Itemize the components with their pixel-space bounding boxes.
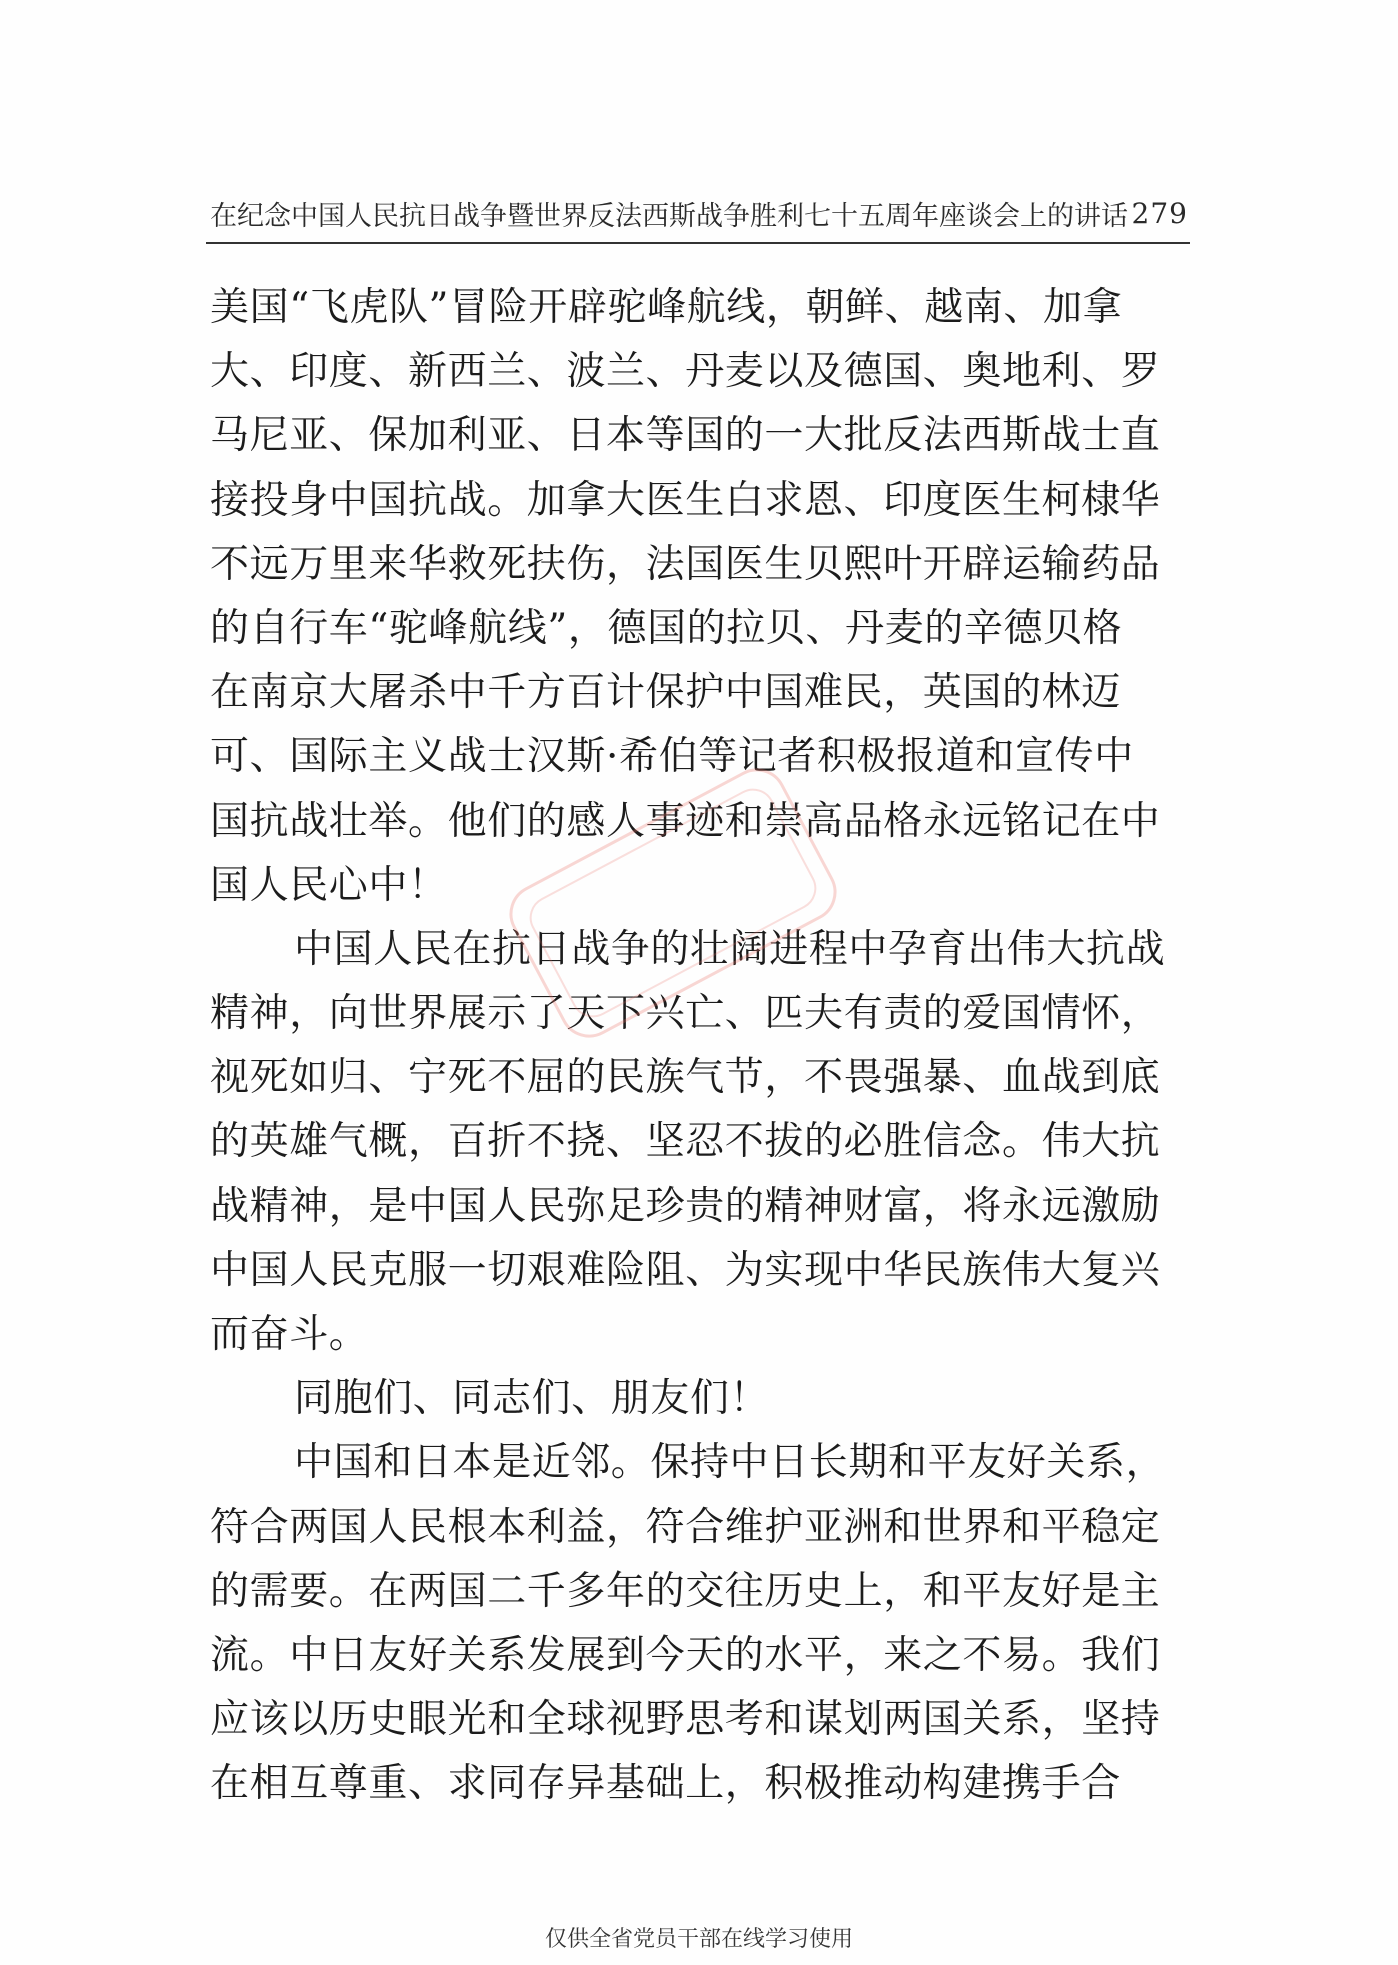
running-head (210, 188, 1188, 238)
text-line: 不远万里来华救死扶伤，法国医生贝熙叶开辟运输药品 (210, 541, 1161, 587)
text-line: 的英雄气概，百折不挠、坚忍不拔的必胜信念。伟大抗 (210, 1119, 1161, 1165)
text-line: 国抗战壮举。他们的感人事迹和崇高品格永远铭记在中 (210, 798, 1161, 844)
text-line: 应该以历史眼光和全球视野思考和谋划两国关系，坚持 (210, 1697, 1161, 1743)
text-line: 精神，向世界展示了天下兴亡、匹夫有责的爱国情怀， (210, 991, 1161, 1037)
text-line: 而奋斗。 (210, 1312, 369, 1357)
text-line: 的需要。在两国二千多年的交往历史上，和平友好是主 (210, 1568, 1161, 1614)
text-line: 美国“飞虎队”冒险开辟驼峰航线，朝鲜、越南、加拿 (210, 285, 1123, 330)
text-line: 在南京大屠杀中千方百计保护中国难民，英国的林迈 (210, 670, 1121, 716)
footer-note: 仅供全省党员干部在线学习使用 (544, 1927, 853, 1952)
text-line: 的自行车“驼峰航线”，德国的拉贝、丹麦的辛德贝格 (210, 605, 1123, 651)
text-line: 流。中日友好关系发展到今天的水平，来之不易。我们 (210, 1632, 1161, 1678)
paragraph-start-line: 中国人民在抗日战争的壮阔进程中孕育出伟大抗战 (294, 926, 1166, 972)
text-line: 大、印度、新西兰、波兰、丹麦以及德国、奥地利、罗 (210, 349, 1161, 395)
running-head-title: 在纪念中国人民抗日战争暨世界反法西斯战争胜利七十五周年座谈会上的讲话 (210, 200, 1128, 232)
text-line: 视死如归、宁死不屈的民族气节，不畏强暴、血战到底 (210, 1055, 1161, 1101)
paragraph-start-line: 同胞们、同志们、朋友们！ (294, 1376, 770, 1422)
body-text (210, 276, 1200, 1817)
text-line: 接投身中国抗战。加拿大医生白求恩、印度医生柯棣华 (210, 477, 1161, 523)
paragraph-start-line: 中国和日本是近邻。保持中日长期和平友好关系， (294, 1440, 1166, 1486)
text-line: 可、国际主义战士汉斯·希伯等记者积极报道和宣传中 (210, 734, 1134, 780)
page-number: 279 (1131, 196, 1188, 230)
text-line: 国人民心中！ (210, 862, 448, 908)
text-line: 战精神，是中国人民弥足珍贵的精神财富，将永远激励 (210, 1183, 1161, 1229)
header-rule (206, 242, 1190, 244)
text-line: 中国人民克服一切艰难险阻、为实现中华民族伟大复兴 (210, 1247, 1161, 1293)
text-line: 符合两国人民根本利益，符合维护亚洲和世界和平稳定 (210, 1504, 1161, 1550)
text-line: 在相互尊重、求同存异基础上，积极推动构建携手合 (210, 1761, 1121, 1807)
text-line: 马尼亚、保加利亚、日本等国的一大批反法西斯战士直 (210, 413, 1161, 459)
